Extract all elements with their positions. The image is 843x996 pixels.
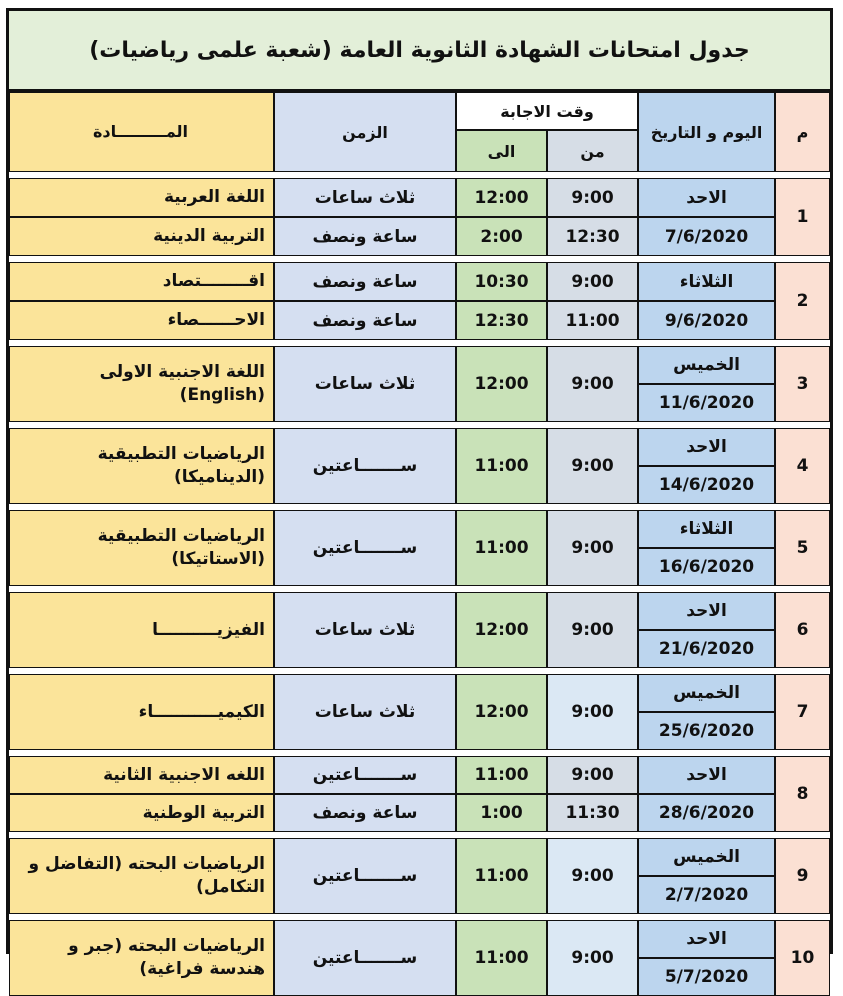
duration-cell: ثلاث ساعات [274, 346, 456, 422]
date-cell: 16/6/2020 [638, 548, 775, 586]
day-cell: الاحد [638, 756, 775, 794]
duration-cell: ساعة ونصف [274, 301, 456, 340]
from-cell: 9:00 [547, 592, 638, 668]
row-number: 6 [775, 592, 830, 668]
table-row [9, 756, 830, 794]
date-cell: 28/6/2020 [638, 794, 775, 832]
day-cell: الخميس [638, 838, 775, 876]
duration-cell: ساعة ونصف [274, 794, 456, 832]
to-cell: 11:00 [456, 428, 547, 504]
day-cell: الاحد [638, 920, 775, 958]
exam-schedule-table [9, 92, 830, 996]
to-cell: 12:00 [456, 178, 547, 217]
row-number: 4 [775, 428, 830, 504]
table-row [9, 838, 830, 876]
table-row [9, 794, 830, 832]
duration-cell: ســـــــاعتين [274, 510, 456, 586]
subject-cell: الكيميـــــــــــاء [9, 674, 274, 750]
to-cell: 2:00 [456, 217, 547, 256]
header-subject: المـــــــــادة [9, 92, 274, 172]
to-cell: 11:00 [456, 756, 547, 794]
subject-cell: اللغة العربية [9, 178, 274, 217]
table-row [9, 592, 830, 630]
from-cell: 12:30 [547, 217, 638, 256]
day-cell: الثلاثاء [638, 262, 775, 301]
day-cell: الخميس [638, 346, 775, 384]
day-cell: الاحد [638, 428, 775, 466]
date-cell: 21/6/2020 [638, 630, 775, 668]
subject-cell: التربية الدينية [9, 217, 274, 256]
day-cell: الاحد [638, 592, 775, 630]
subject-cell: الرياضيات التطبيقية (الاستاتيكا) [9, 510, 274, 586]
date-cell: 9/6/2020 [638, 301, 775, 340]
to-cell: 11:00 [456, 838, 547, 914]
header-from: من [547, 130, 638, 172]
from-cell: 9:00 [547, 262, 638, 301]
from-cell: 9:00 [547, 510, 638, 586]
table-row [9, 428, 830, 466]
date-cell: 25/6/2020 [638, 712, 775, 750]
header-answer-time: وقت الاجابة [456, 92, 638, 130]
row-number: 3 [775, 346, 830, 422]
to-cell: 12:30 [456, 301, 547, 340]
table-row [9, 217, 830, 256]
date-cell: 7/6/2020 [638, 217, 775, 256]
duration-cell: ساعة ونصف [274, 262, 456, 301]
duration-cell: ســـــــاعتين [274, 756, 456, 794]
to-cell: 1:00 [456, 794, 547, 832]
table-row [9, 262, 830, 301]
day-cell: الاحد [638, 178, 775, 217]
to-cell: 12:00 [456, 592, 547, 668]
from-cell: 9:00 [547, 674, 638, 750]
row-number: 2 [775, 262, 830, 340]
header-day-date: اليوم و التاريخ [638, 92, 775, 172]
date-cell: 11/6/2020 [638, 384, 775, 422]
table-row [9, 178, 830, 217]
subject-cell: التربية الوطنية [9, 794, 274, 832]
row-number: 1 [775, 178, 830, 256]
to-cell: 12:00 [456, 346, 547, 422]
subject-cell: اللغه الاجنبية الثانية [9, 756, 274, 794]
table-row [9, 920, 830, 958]
from-cell: 9:00 [547, 178, 638, 217]
subject-cell: الاحــــــصاء [9, 301, 274, 340]
row-number: 7 [775, 674, 830, 750]
date-cell: 5/7/2020 [638, 958, 775, 996]
duration-cell: ســـــــاعتين [274, 920, 456, 996]
from-cell: 11:00 [547, 301, 638, 340]
day-cell: الخميس [638, 674, 775, 712]
row-number: 10 [775, 920, 830, 996]
duration-cell: ســـــــاعتين [274, 428, 456, 504]
table-row [9, 301, 830, 340]
duration-cell: ســـــــاعتين [274, 838, 456, 914]
date-cell: 14/6/2020 [638, 466, 775, 504]
duration-cell: ثلاث ساعات [274, 592, 456, 668]
date-cell: 2/7/2020 [638, 876, 775, 914]
table-row [9, 510, 830, 548]
from-cell: 9:00 [547, 346, 638, 422]
from-cell: 9:00 [547, 428, 638, 504]
from-cell: 9:00 [547, 920, 638, 996]
to-cell: 11:00 [456, 920, 547, 996]
to-cell: 11:00 [456, 510, 547, 586]
to-cell: 12:00 [456, 674, 547, 750]
header-m: م [775, 92, 830, 172]
header-duration: الزمن [274, 92, 456, 172]
row-number: 5 [775, 510, 830, 586]
subject-cell: الرياضيات البحته (جبر و هندسة فراغية) [9, 920, 274, 996]
duration-cell: ثلاث ساعات [274, 178, 456, 217]
schedule-frame [6, 8, 833, 987]
row-number: 8 [775, 756, 830, 832]
table-row [9, 346, 830, 384]
subject-cell: اقــــــــتصاد [9, 262, 274, 301]
row-number: 9 [775, 838, 830, 914]
subject-cell: الفيزيــــــــــا [9, 592, 274, 668]
from-cell: 9:00 [547, 756, 638, 794]
to-cell: 10:30 [456, 262, 547, 301]
from-cell: 9:00 [547, 838, 638, 914]
page-title: جدول امتحانات الشهادة الثانوية العامة (شعبة علمى رياضيات) [9, 11, 830, 92]
subject-cell: الرياضيات التطبيقية (الديناميكا) [9, 428, 274, 504]
duration-cell: ثلاث ساعات [274, 674, 456, 750]
subject-cell: الرياضيات البحته (التفاضل و التكامل) [9, 838, 274, 914]
header-to: الى [456, 130, 547, 172]
from-cell: 11:30 [547, 794, 638, 832]
subject-cell: اللغة الاجنبية الاولى (English) [9, 346, 274, 422]
day-cell: الثلاثاء [638, 510, 775, 548]
duration-cell: ساعة ونصف [274, 217, 456, 256]
table-row [9, 674, 830, 712]
